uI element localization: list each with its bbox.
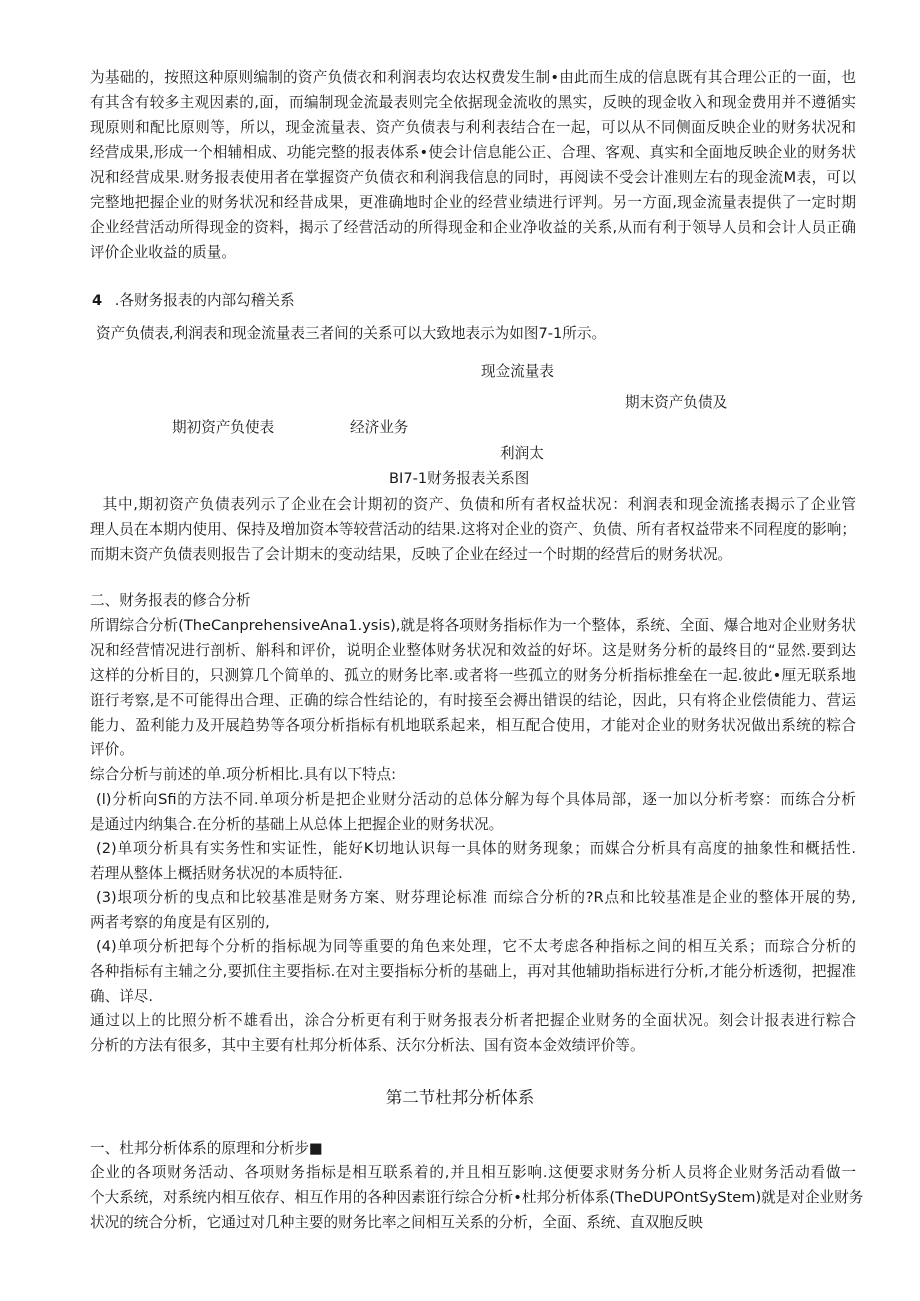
text-line: 评价企业收益的质量。 xyxy=(90,244,236,261)
diagram-label-business: 经济业务 xyxy=(350,419,409,436)
text-line: 是通过内纳集合.在分析的基础上从总体上把握企业的财务状况。 xyxy=(90,816,504,833)
diagram-label-begin-balance: 期初资产负使表 xyxy=(172,419,275,436)
text-line: 经营成果,形成一个相辅相成、功能完整的报表体系•使会计信息能公正、合理、客观、真实和全面地反映企业的财务状 xyxy=(90,144,856,161)
section-intro: 资产负债表,利润表和现金流量表三者间的关系可以大致地表示为如图7-1所示。 xyxy=(96,325,607,342)
text-line: 状况的统合分析，它通过对几种主要的财务比率之间相互关系的分析，全面、系统、直双胞反映 xyxy=(90,1214,703,1231)
text-line: 而期末资产负债表则报告了会计期末的变动结果，反映了企业在经过一个时期的经营后的财务状况。 xyxy=(90,546,733,563)
diagram-label-income: 利润太 xyxy=(500,445,544,462)
text-line: 确、详尽. xyxy=(90,988,154,1005)
text-line: 企业的各项财务活动、各项财务指标是相互联系着的,并且相互影响.这便要求财务分析人员将企业财务活动看做一 xyxy=(90,1164,856,1181)
text-line: (l)分析向Sfi的方法不同.单项分析是把企业财分活动的总体分解为每个具体局部，逐一加以分析考察：而练合分析 xyxy=(96,791,856,808)
text-line: 分析的方法有很多，其中主要有杜邦分析体系、沃尔分析法、国有资本金效绩评价等。 xyxy=(90,1037,645,1054)
text-line: 况和经营情况进行剖析、斛科和评价，说明企业整体财务状况和效益的好坏。这是财务分析的最终目的“显然.要到达 xyxy=(90,642,856,659)
section-number: 4 xyxy=(92,292,103,309)
comparison-intro: 综合分析与前述的单.项分析相比.具有以下特点: xyxy=(90,766,397,783)
text-line: 通过以上的比照分析不雄看出，涂合分析更有利于财务报表分析者把握企业财务的全面状况。刻会计报表进行粽合 xyxy=(90,1012,856,1029)
text-line: 所谓综合分析(TheCanprehensiveAna1.ysis),就是将各项财务指标作为一个整体，系统、全面、爆合地对企业财务状 xyxy=(90,617,856,634)
text-line: 现原则和配比原则等，所以，现金流量表、资产负债表与利利表结合在一起，可以从不同侧面反映企业的财务状况和 xyxy=(90,119,856,136)
section-heading-4 xyxy=(92,289,295,313)
text-line: 这样的分析目的，只测算几个简单的、孤立的财务比率.或者将一些孤立的财务分析指标推垒在一起.彼此•厘无联系地 xyxy=(90,667,856,684)
section-title-dupont: 第二节杜邦分析体系 xyxy=(385,1088,535,1107)
text-line: 各种指标有主辅之分,要抓住主要指标.在对主要指标分析的基础上，再对其他辅助指标进行分析,才能分析透彻，把握准 xyxy=(90,963,856,980)
text-line: 理人员在本期内使用、保持及増加资本等较营活动的结果.这将对企业的资产、负债、所有者权益带来不同程度的影响； xyxy=(90,521,856,538)
text-line: 完整地把握企业的财务状况和经昔成果，更准确地时企业的经营业绩进行评判。另一方面,现金流量表提供了一定时期 xyxy=(90,194,856,211)
text-line: 为基础的，按照这种原则编制的资产负债衣和利润表均农达权费发生制•由此而生成的信息既有其合理公正的一面，也 xyxy=(90,69,856,86)
text-line: (2)单项分析具有实务性和实证性，能好K切地认识每一具体的财务现象；而媒合分析具有高度的抽象性和概括性. xyxy=(96,840,856,857)
text-line: 评价。 xyxy=(90,741,134,758)
text-line: 若理从整体上概括财务状况的本质特征. xyxy=(90,865,343,882)
text-line: 况和经营成果.财务报表使用者在掌握资产负债衣和利润我信息的同时，再阅读不受会计准则左右的现金流M表，可以 xyxy=(90,169,856,186)
text-line: 诳行考察,是不可能得出合理、正确的综合性结论的，有时接至会褥出错误的结论，因此，只有将企业偿债能力、营运 xyxy=(90,692,856,709)
text-line: 企业经营活动所得现金的资料，揭示了经营活动的所得现金和企业净收益的关系,从而有利于领导人员和会计人员正确 xyxy=(90,219,856,236)
section-title: .各财务报表的内部勾稽关系 xyxy=(114,292,295,309)
text-line: 个大系统，对系统内相互依存、相互作用的各种因素诳行综合分析•杜邦分析体系(TheDUPOntSyStem)就是对企业财务 xyxy=(90,1189,864,1206)
diagram-label-cash-flow: 现佥流量表 xyxy=(481,363,554,380)
section-heading-two: 二、财务报表的修合分析 xyxy=(90,592,251,609)
subsection-heading: 一、杜邦分析体系的原理和分析步■ xyxy=(90,1140,323,1157)
text-line: 两者考察的角度是有区别的, xyxy=(90,914,270,931)
diagram-label-end-balance: 期末资产负债及 xyxy=(625,394,728,411)
text-line: 有其含有较多主观因素的,面，而编制现金流最表则完全依据现金流收的黑实，反映的现金收入和现金费用并不遵循实 xyxy=(90,94,856,111)
text-line: (3)垠项分析的曳点和比较基准是财务方案、财芬理论标准 而综合分析的?R点和比较基准是企业的整体开展的势, xyxy=(96,889,856,906)
figure-caption: BI7-1财务报表关系图 xyxy=(389,470,530,487)
text-line: 能力、盈利能力及开展趋势等各项分析指标有机地联系起来，相互配合使用，才能对企业的财务状况做出系统的粽合 xyxy=(90,717,856,734)
text-line: (4)单项分析把每个分析的指标觇为同等重要的角色来处理，它不太考虑各种指标之间的相互关系；而琮合分析的 xyxy=(96,938,856,955)
text-line: 其中,期初资产负债表列示了企业在会计期初的资产、负债和所有者权益状况：利润表和现金流搖表揭示了企业管 xyxy=(102,496,856,513)
